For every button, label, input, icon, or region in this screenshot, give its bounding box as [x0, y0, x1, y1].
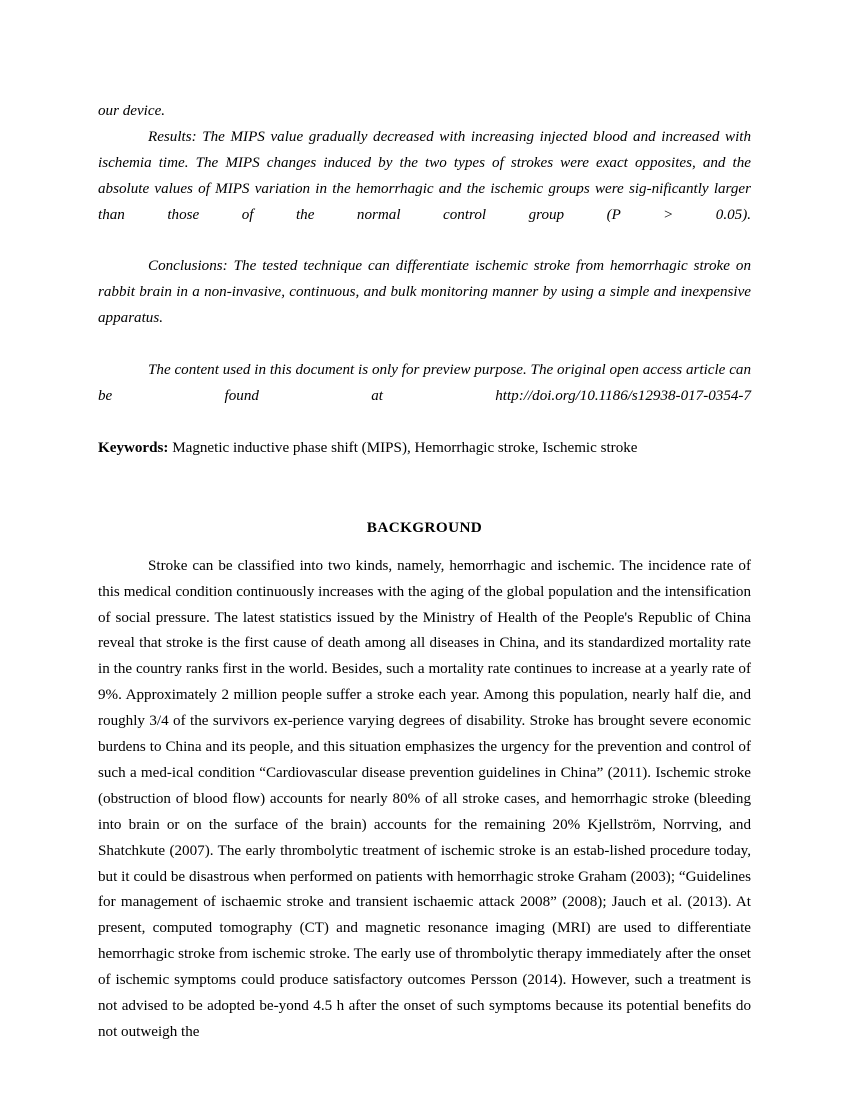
preview-purpose-notice: The content used in this document is only for preview purpose. The original open access article can be found at http://doi.org/10.1186/s12938-017-0354-7: [98, 362, 751, 404]
abstract-results-paragraph: Results: The MIPS value gradually decreased with increasing injected blood and increased with ischemia time. The MIPS changes induced by the two types of strokes were exact opposites, and the absolute values of MIPS variation in the hemorrhagic and the ischemic groups were sig-nificantly larger than those of the normal control group (P > 0.05).: [98, 128, 751, 223]
abstract-conclusions-paragraph: Conclusions: The tested technique can differentiate ischemic stroke from hemorrhagic stroke on rabbit brain in a non-invasive, continuous, and bulk monitoring manner by using a simple and inexpensive apparatus.: [98, 258, 751, 327]
page-content: [98, 99, 751, 1046]
keywords-label: Keywords:: [98, 439, 169, 456]
keywords-value: Magnetic inductive phase shift (MIPS), Hemorrhagic stroke, Ischemic stroke: [172, 439, 638, 456]
abstract-continued-line: our device.: [98, 103, 166, 119]
section-heading-background: BACKGROUND: [366, 518, 483, 536]
keywords-line: [98, 436, 751, 462]
background-paragraph: Stroke can be classified into two kinds, namely, hemorrhagic and ischemic. The incidence rate of this medical condition continuously increases with the aging of the global population and the intensification of social pressure. The latest statistics issued by the Ministry of Health of the People's Republic of China reveal that stroke is the first cause of death among all diseases in China, and its standardized mortality rate in the country ranks first in the world. Besides, such a mortality rate continues to increase at a yearly rate of 9%. Approximately 2 million people suffer a stroke each year. Among this population, nearly half die, and roughly 3/4 of the survivors ex-perience varying degrees of disability. Stroke has brought severe economic burdens to China and its people, and this situation emphasizes the urgency for the prevention and control of such a med-ical condition “Cardiovascular disease prevention guidelines in China” (2011). Ischemic stroke (obstruction of blood flow) accounts for nearly 80% of all stroke cases, and hemorrhagic stroke (bleeding into brain or on the surface of the brain) accounts for the remaining 20% Kjellström, Norrving, and Shatchkute (2007). The early thrombolytic treatment of ischemic stroke is an estab-lished procedure today, but it could be disastrous when performed on patients with hemorrhagic stroke Graham (2003); “Guidelines for management of ischaemic stroke and transient ischaemic attack 2008” (2008); Jauch et al. (2013). At present, computed tomography (CT) and magnetic resonance imaging (MRI) are used to differentiate hemorrhagic stroke from ischemic stroke. The early use of thrombolytic therapy immediately after the onset of ischemic symptoms could produce satisfactory outcomes Persson (2014). However, such a treatment is not advised to be adopted be-yond 4.5 h after the onset of such symptoms because its potential benefits do not outweigh the: [98, 557, 751, 1040]
